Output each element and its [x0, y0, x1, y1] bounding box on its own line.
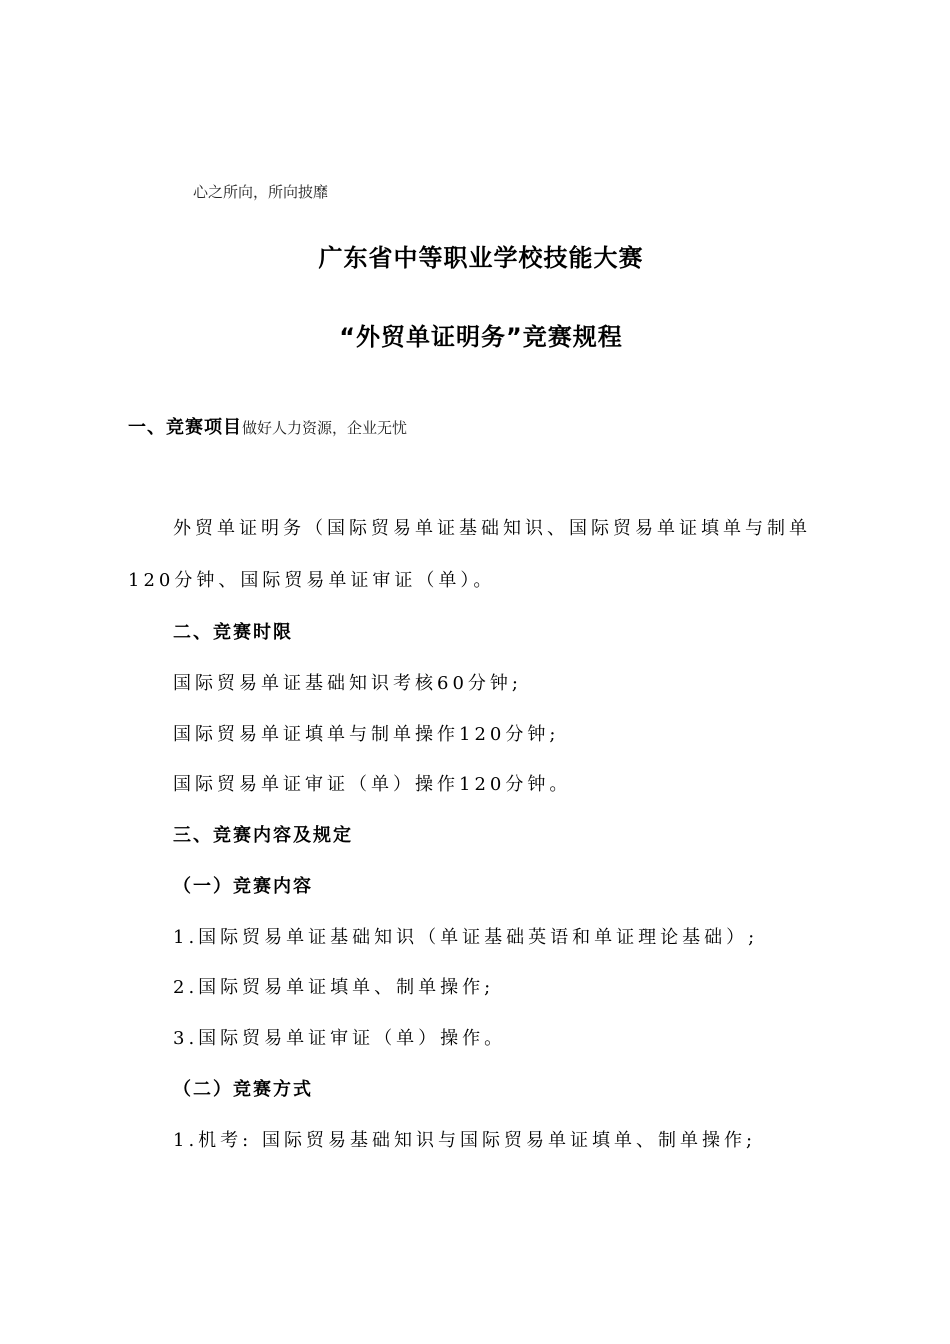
section-3-sub-2-heading: （二）竞赛方式 [173, 1079, 313, 1100]
section-3-sub-1-heading: （一）竞赛内容 [173, 876, 313, 897]
section-2-item: 国际贸易单证填单与制单操作120分钟; [173, 724, 560, 745]
section-3-sub-1-item: 1.国际贸易单证基础知识（单证基础英语和单证理论基础）; [173, 927, 759, 948]
section-2-item: 国际贸易单证基础知识考核60分钟; [173, 673, 522, 694]
section-1-tagline: 做好人力资源，企业无忧 [242, 419, 408, 437]
section-1-paragraph-line-1: 外贸单证明务（国际贸易单证基础知识、国际贸易单证填单与制单 [173, 518, 811, 539]
section-3-sub-1-item: 3.国际贸易单证审证（单）操作。 [173, 1028, 507, 1049]
header-note: 心之所向，所向披靡 [193, 183, 329, 201]
document-subtitle: “外贸单证明务”竞赛规程 [339, 323, 623, 351]
section-1-paragraph-line-2: 120分钟、国际贸易单证审证（单）。 [128, 570, 496, 591]
document-title: 广东省中等职业学校技能大赛 [318, 244, 644, 272]
section-3-sub-1-item: 2.国际贸易单证填单、制单操作; [173, 977, 495, 998]
section-2-heading: 二、竞赛时限 [173, 622, 293, 643]
section-1-heading: 一、竞赛项目 [128, 417, 242, 438]
section-3-heading: 三、竞赛内容及规定 [173, 825, 353, 846]
section-2-item: 国际贸易单证审证（单）操作120分钟。 [173, 774, 572, 795]
section-3-sub-2-item: 1.机考: 国际贸易基础知识与国际贸易单证填单、制单操作; [173, 1130, 757, 1151]
section-1-heading-row [128, 413, 407, 439]
